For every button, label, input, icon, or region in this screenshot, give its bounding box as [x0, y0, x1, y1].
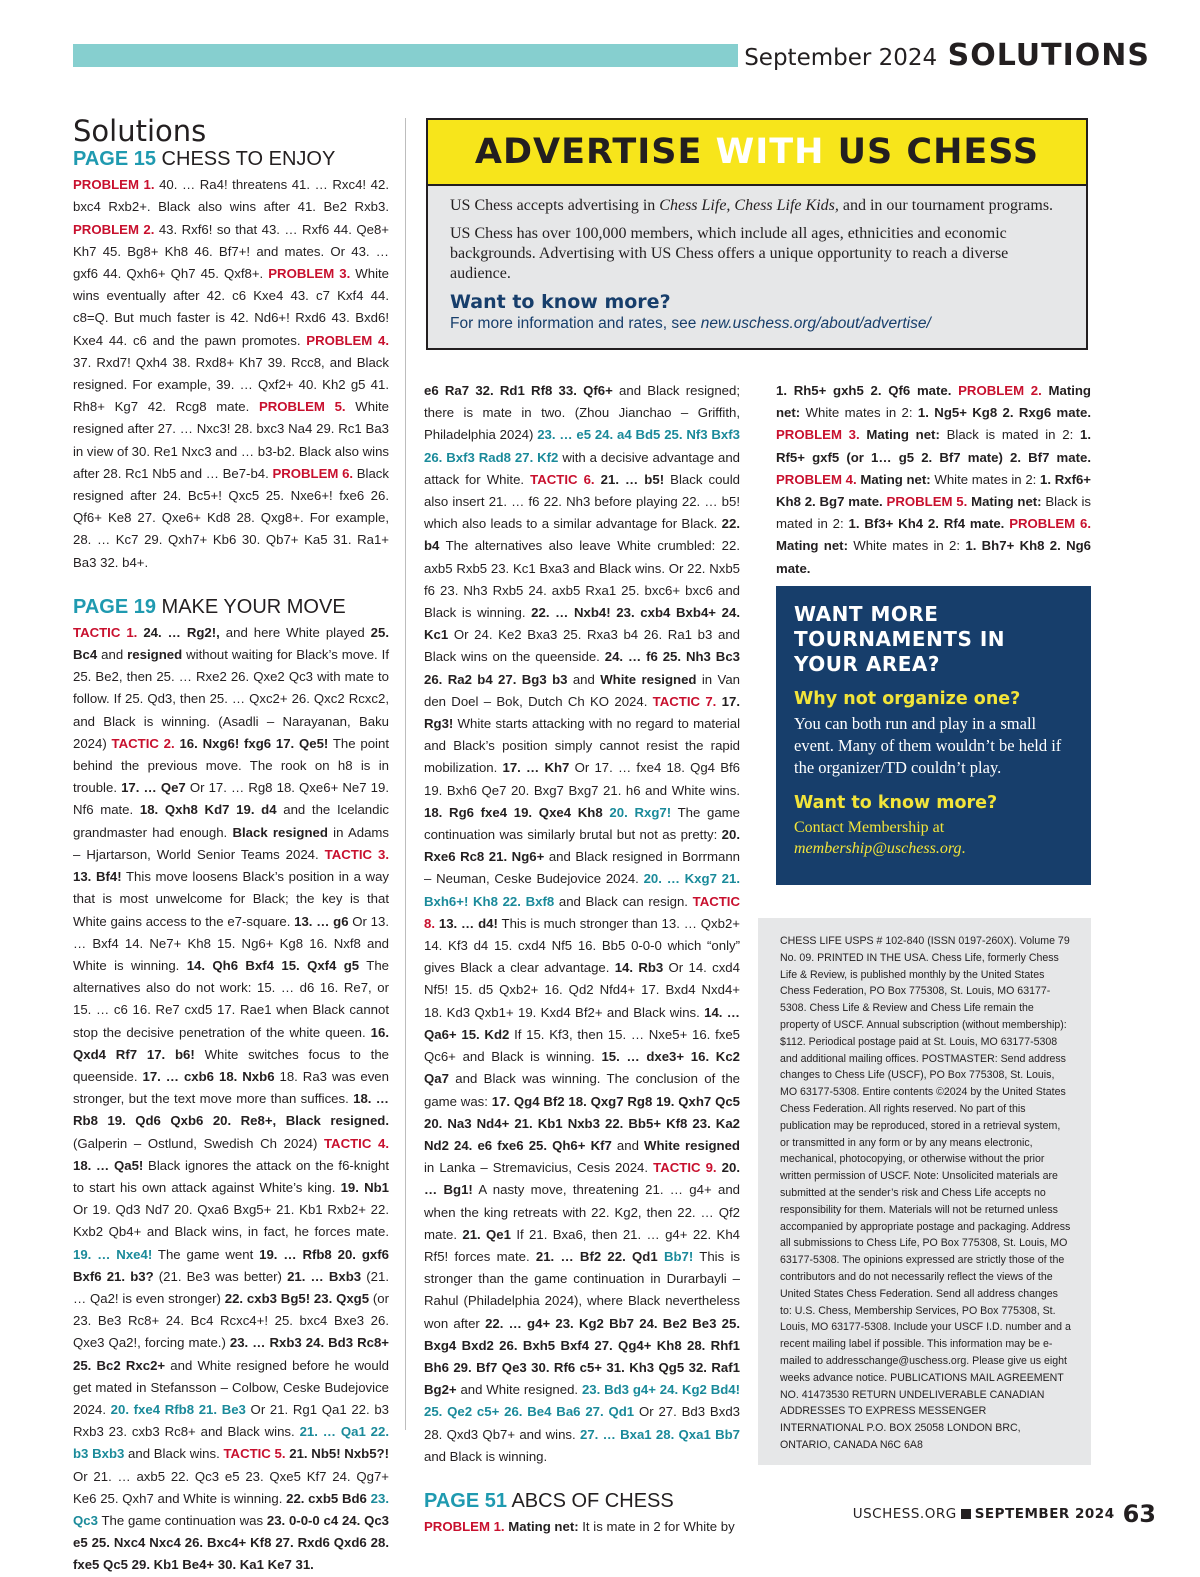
publication-statement: CHESS LIFE USPS # 102-840 (ISSN 0197-260X). Volume 79 No. 09. PRINTED IN THE USA. Chess Life, formerly Chess Life & Review, is published monthly by the United States Chess Federation, PO Box 775308, St. Louis, MO 63177-5308. Chess Life & Review and Chess Life remain the property of USCF. Annual subscription (without membership): $112. Periodical postage paid at St. Louis, MO 63177-5308 and additional mailing offices. POSTMASTER: Send address changes to Chess Life (USCF), PO Box 775308, St. Louis, MO 63177-5308. Entire contents ©2024 by the United States Chess Federation. All rights reserved. No part of this publication may be reproduced, stored in a retrieval system, or transmitted in any form or by any means electronic, mechanical, photocopying, or otherwise without the prior written permission of USCF. Note: Unsolicited materials are submitted at the sender’s risk and Chess Life accepts no responsibility for them. Materials will not be returned unless accompanied by appropriate postage and packaging. Address all submissions to Chess Life, PO Box 775308, St. Louis, MO 63177-5308. The opinions expressed are strictly those of the contributors and do not necessarily reflect the views of the United States Chess Federation. Send all address changes to: U.S. Chess, Membership Services, PO Box 775308, St. Louis, MO 63177-5308. Include your USCF I.D. number and a recent mailing label if possible. This information may be e-mailed to addresschange@uschess.org. Please give us eight weeks advance notice. PUBLICATIONS MAIL AGREEMENT NO. 41473530 RETURN UNDELIVERABLE CANADIAN ADDRESSES TO EXPRESS MESSENGER INTERNATIONAL P.O. BOX 25058 LONDON BRC, ONTARIO, CANADA N6C 6A8 — [758, 918, 1091, 1465]
annotation-text: and Black wins. — [124, 1446, 224, 1462]
bold-move: White resigned — [644, 1137, 740, 1153]
page-19-solutions-cont — [424, 380, 740, 1468]
annotation-text: Or 17. … fxe4 18. Qg4 Bf6 19. Bxh6 Qe7 20. Bxg7 Bxg7 21. h6 and White wins. — [424, 760, 740, 798]
annotation-text: with a decisive advantage and attack for White. — [424, 449, 740, 487]
problem-label: TACTIC 3. — [324, 846, 390, 862]
annotation-text: 43. Rxf6! so that 43. … Rxf6 44. Qe8+ Kh7 45. Bg8+ Kh8 46. Bf7+! and mates. Or 43. … gxf6 44. Qxh6+ Qh7 45. Qxf8+. — [73, 221, 390, 282]
annotation-text: Black ignores the attack on the f6-knight to start his own attack against White’s king. — [73, 1157, 389, 1195]
annotation-text: and — [97, 647, 128, 663]
problem-label: PROBLEM 4. — [776, 471, 857, 487]
annotation-text: (21. … Qa2! is even stronger) — [73, 1268, 389, 1306]
page-15-heading — [73, 146, 389, 172]
page-footer — [853, 1500, 1156, 1528]
annotation-text: It is mate in 2 for White by — [578, 1518, 735, 1534]
advertise-know-more: Want to know more? — [450, 291, 671, 313]
annotation-text: Or 14. cxd4 Nf5! 15. d5 Qxb2+ 16. Qd2 Nfd4+ 17. Bxd4 Nxd4+ 18. Kd3 Qxb1+ 19. Kxd4 Bf2+ and Black wins. — [424, 960, 740, 1020]
bold-move: 1. Bf3+ Kh4 2. Rf4 mate. — [848, 516, 1010, 532]
annotation-text: The game continuation was similarly brutal but not as pretty: — [424, 804, 741, 843]
header-month: September 2024 — [744, 45, 938, 71]
annotation-text: The game continuation was — [97, 1512, 267, 1528]
advertise-title-with: WITH — [715, 132, 825, 172]
problem-label: PROBLEM 3. — [268, 266, 351, 282]
annotation-text: and White resigned before he would get mated in Stefansson – Colbow, Ceske Budejovice 2024. — [73, 1357, 389, 1417]
advertise-intro — [450, 196, 1066, 216]
highlighted-move: 27. … Bxa1 28. Qxa1 Bb7 — [579, 1426, 740, 1442]
annotation-text: White wins eventually after 42. c6 Kxe4 43. c7 Kxf4 44. c8=Q. But much faster is 42. Nd6+! Rxd6 43. Bxd6! Kxe4 44. c6 and the pawn promotes. — [73, 266, 389, 348]
page-15-title: CHESS TO ENJOY — [156, 148, 336, 171]
page-51-title: ABCS OF CHESS — [507, 1489, 674, 1512]
highlighted-move: Bb7! — [663, 1248, 694, 1264]
highlighted-move: 19. … Nxe4! — [73, 1246, 153, 1262]
bold-move: Mating net: — [504, 1518, 579, 1534]
page-51-solutions — [424, 1516, 740, 1538]
problem-label: PROBLEM 6. — [1009, 516, 1092, 532]
problem-label: TACTIC 6. — [530, 471, 595, 487]
advertise-title — [428, 120, 1086, 186]
annotation-text: and — [611, 1137, 645, 1153]
page-19-number: PAGE 19 — [73, 595, 156, 618]
problem-label: PROBLEM 5. — [886, 494, 968, 510]
annotation-text: Or 21. Rg1 Qa1 22. b3 Rxb3 23. cxb3 Rc8+ and Black wins. — [73, 1401, 389, 1440]
bold-move: 20. Rxe6 Rc8 21. Ng6+ — [424, 827, 740, 865]
annotation-text: and here White played — [219, 624, 371, 640]
annotation-text: The alternatives also do not work: 15. … d6 16. Re7, or 15. … c6 16. Re7 cxd5 17. Rae1 when Black cannot stop the decisive penetration of the white queen. — [73, 957, 389, 1040]
highlighted-move: 20. fxe4 Rfb8 21. Be3 — [110, 1401, 246, 1417]
highlighted-move: 20. … Kxg7 21. Bxh6+! Kh8 22. Bxf8 — [424, 871, 741, 909]
annotation-text: 40. … Ra4! threatens 41. … Rxc4! 42. bxc4 Rxb2+. Black also wins after 41. Be2 Rxb3. — [73, 177, 389, 215]
problem-label: TACTIC 8. — [424, 893, 740, 931]
problem-label: TACTIC 2. — [111, 735, 175, 751]
annotation-text: White mates in 2: — [930, 471, 1041, 487]
bold-move: e6 Ra7 32. Rd1 Rf8 33. Qf6+ — [424, 383, 613, 398]
annotation-text: This is much stronger than 13. … Qxb2+ 14. Kf3 d4 15. cxd4 Nf5 16. Bb5 0-0-0 which “only” gives Black a clear advantage. — [424, 915, 741, 976]
highlighted-move: 23. Qc3 — [73, 1490, 389, 1528]
bold-move: Mating net: — [859, 427, 940, 443]
annotation-text: without waiting for Black’s move. If 25. Be2, then 25. … Rxe2 26. Qxe2 Qc3 with mate to follow. If 25. Qd3, then 25. … Qxc2+ 26. Qxc2 Rcxc2, and Black is winning. (Asadli – Narayanan, Baku 2024) — [73, 647, 389, 751]
advertise-link[interactable]: new.uschess.org/about/advertise/ — [700, 315, 931, 332]
annotation-text: 37. Rxd7! Qxh4 38. Rxd8+ Kh7 39. Rcc8, and Black resigned. For example, 39. … Qxf2+ 40. Kh2 g5 41. Rh8+ Kg7 42. Rcg8 mate. — [73, 354, 389, 415]
advertise-more-info — [450, 314, 1066, 334]
annotation-text: and Black was winning. The conclusion of the game was: — [424, 1071, 740, 1109]
annotation-text: White switches focus to the queenside. — [73, 1046, 389, 1084]
bold-move: 24. … f6 25. Nh3 Bc3 26. Ra2 b4 27. Bg3 b3 — [424, 649, 740, 687]
annotation-text: Black is mated in 2: — [939, 427, 1080, 443]
annotation-text: Black could also insert 21. … f6 22. Nh3 before playing 22. … b5! which also leads to a similar advantage for Black. — [424, 471, 740, 532]
bold-move: 25. Bc4 — [73, 624, 390, 663]
page-51-solutions-cont — [776, 380, 1091, 580]
highlighted-move: 23. … e5 24. a4 Bd5 25. Nf3 Bxf3 26. Bxf3 Rad8 27. Kf2 — [424, 427, 740, 465]
footer-site: USCHESS.ORG — [852, 1506, 957, 1522]
bold-move: 1. Ng5+ Kg8 2. Rxg6 mate. — [917, 405, 1091, 421]
bold-move: 1. Rf5+ gxf5 (or 1… g5 2. Bf7 mate) 2. Bf7 mate. — [776, 427, 1091, 465]
bold-move: 21. … Bxb3 — [287, 1268, 362, 1284]
bold-move: 19. … Rfb8 20. gxf6 Bxf6 21. b3? — [73, 1246, 389, 1284]
header-accent-bar — [73, 44, 738, 67]
problem-label: TACTIC 5. — [223, 1446, 286, 1462]
bold-move: 18. … Qa5! — [73, 1157, 144, 1173]
bold-move: 13. … d4! — [435, 915, 498, 931]
bold-move: White resigned — [600, 671, 697, 687]
annotation-text: This is stronger than the game continuation in Durarbayli – Rahul (Philadelphia 2024), where Black nevertheless won after — [424, 1248, 740, 1331]
advertise-intro-b: and in our tournament programs. — [838, 197, 1054, 214]
annotation-text: White starts attacking with no regard to material and Black’s position simply cannot resist the rapid mobilization. — [424, 716, 740, 776]
annotation-text: The point behind the previous move. The rook on h8 is in trouble. — [73, 735, 389, 796]
bold-move: 14. Rb3 — [614, 960, 664, 976]
bold-move: 18. Qxh8 Kd7 19. d4 — [139, 802, 277, 818]
annotation-text: Black resigned after 24. Bc5+! Qxc5 25. Nxe6+! fxe6 26. Qf6+ Ke8 27. Qxe6+ Kd8 28. Qxg8+. For example, 28. … Kc7 29. Qxh7+ Kb6 30. Qb7+ Ka5 31. Ra1+ Ba3 32. b4+. — [73, 465, 389, 570]
tournaments-title: WANT MORE TOURNAMENTS IN YOUR AREA? — [794, 602, 1005, 676]
annotation-text: (or 23. Be3 Rc8+ 24. Bc4 Rcxc4+! 25. bxc4 Bxe3 26. Qxe3 Qa2!, forcing mate.) — [73, 1290, 389, 1351]
annotation-text: Or 13. … Bxf4 14. Ne7+ Kh8 15. Ng6+ Kg8 16. Nxf8 and White is winning. — [73, 913, 390, 973]
solutions-column-2 — [424, 380, 740, 1538]
bold-move: 23. … Rxb3 24. Bd3 Rc8+ 25. Bc2 Rxc2+ — [73, 1335, 389, 1373]
membership-email-link[interactable]: membership@uschess.org — [794, 840, 962, 857]
bold-move: 17. … Kh7 — [502, 760, 570, 776]
problem-label: PROBLEM 2. — [73, 221, 155, 237]
tournaments-body: You can both run and play in a small event. Many of them wouldn’t be held if the organizer/TD couldn’t play. — [794, 714, 1062, 777]
annotation-text: White mates in 2: — [847, 538, 966, 554]
highlighted-move: 23. Bd3 g4+ 24. Kg2 Bd4! 25. Qe2 c5+ 26. Be4 Ba6 27. Qd1 — [424, 1382, 740, 1420]
tournaments-know-more: Want to know more? — [794, 793, 998, 813]
annotation-text: This move loosens Black’s position in a way that is most unwelcome for Black; the key is that White gains access to the e7-square. — [73, 869, 390, 929]
bold-move: 20. … Bg1! — [424, 1160, 741, 1198]
annotation-text: in Adams – Hjartarson, World Senior Teams 2024. — [73, 824, 389, 862]
bold-move: Black resigned — [232, 824, 328, 840]
problem-label: PROBLEM 6. — [272, 465, 354, 481]
bold-move: 19. Nb1 — [340, 1179, 389, 1195]
annotation-text: White mates in 2: — [800, 405, 918, 421]
problem-label: PROBLEM 4. — [306, 332, 389, 348]
bold-move: 1. Bh7+ Kh8 2. Ng6 mate. — [776, 538, 1092, 576]
solutions-heading: Solutions — [73, 114, 207, 148]
annotation-text: Or 21. … axb5 22. Qc3 e5 23. Qxe5 Kf7 24. Qg7+ Ke6 25. Qxh7 and White is winning. — [73, 1468, 389, 1506]
page-51-number: PAGE 51 — [424, 1489, 507, 1512]
advertise-publications: Chess Life, Chess Life Kids, — [659, 197, 839, 214]
annotation-text: and Black can resign. — [554, 893, 693, 909]
bold-move: 22. cxb5 Bd6 — [286, 1490, 367, 1506]
problem-label: PROBLEM 3. — [776, 427, 860, 443]
advertise-title-c: US CHESS — [824, 132, 1040, 172]
page-15-solutions — [73, 174, 389, 574]
problem-label: PROBLEM 1. — [73, 177, 155, 193]
annotation-text: The game went — [152, 1246, 260, 1262]
footer-month: SEPTEMBER 2024 — [974, 1506, 1115, 1522]
problem-label: PROBLEM 2. — [958, 383, 1042, 398]
bold-move: 18. Rg6 fxe4 19. Qxe4 Kh8 — [424, 804, 603, 820]
tournaments-contact-label: Contact Membership at — [794, 819, 945, 836]
annotation-text: and Black resigned in Borrmann – Neuman, Ceske Budejovice 2024. — [424, 849, 740, 887]
problem-label: PROBLEM 5. — [258, 399, 346, 415]
tournaments-contact — [794, 817, 1073, 859]
bold-move: 22. … g4+ 23. Kg2 Bb7 24. Be2 Be3 25. Bxg4 Bxd2 26. Bxh5 Bxf4 27. Qg4+ Kh8 28. Rhf1 Bh6 29. Bf7 Qe3 30. Rf6 c5+ 31. Kh3 Qg5 32. Raf1 Bg2+ — [424, 1315, 740, 1398]
bold-move: 1. Rxf6+ Kh8 2. Bg7 mate. — [776, 471, 1092, 510]
problem-label: TACTIC 7. — [652, 693, 717, 709]
bold-move: 21. … b5! — [594, 471, 665, 487]
annotation-text: in Van den Doel – Bok, Dutch Ch KO 2024. — [424, 671, 740, 709]
annotation-text: If 15. Kf3, then 15. … Nxe5+ 16. fxe5 Qc6+ and Black is winning. — [424, 1026, 740, 1065]
annotation-text: and — [567, 671, 601, 687]
advertise-intro-a: US Chess accepts advertising in — [450, 197, 660, 214]
advertise-more-text: For more information and rates, see — [450, 315, 701, 332]
bold-move: 16. Qxd4 Rf7 17. b6! — [73, 1024, 389, 1062]
bold-move: 13. Bf4! — [73, 869, 122, 885]
bold-move: Mating net: — [776, 538, 848, 554]
bold-move: 22. cxb3 Bg5! 23. Qxg5 — [224, 1290, 370, 1306]
tournaments-box — [776, 586, 1091, 885]
bold-move: 13. … g6 — [294, 913, 349, 929]
page-19-solutions — [73, 622, 389, 1577]
annotation-text: and the Icelandic grandmaster had enough. — [73, 802, 389, 840]
advertise-title-a: ADVERTISE — [474, 132, 716, 172]
page-19-heading — [73, 594, 389, 620]
bold-move: Mating net: — [967, 494, 1042, 510]
annotation-text: and Black resigned; there is mate in two. (Zhou Jianchao – Griffith, Philadelphia 2024) — [424, 383, 741, 443]
annotation-text: A nasty move, threatening 21. … g4+ and when the king retreats with 22. Kg2, then 22. … Qf2 mate. — [424, 1182, 740, 1242]
annotation-text: (21. Be3 was better) — [153, 1268, 288, 1284]
bold-move: 16. Nxg6! fxg6 17. Qe5! — [174, 735, 329, 751]
annotation-text: and White resigned. — [456, 1382, 582, 1398]
bold-move: 17. … cxb6 18. Nxb6 — [142, 1068, 275, 1084]
annotation-text: Or 27. Bd3 Bxd3 28. Qxd3 Qb7+ and wins. — [424, 1404, 740, 1442]
bold-move: 23. 0-0-0 c4 24. Qc3 e5 25. Nxc4 Nxc4 26. Bxc4+ Kf8 27. Rxd6 Qxd6 28. fxe5 Qc5 29. Kb1 Be4+ 30. Ka1 Ke7 31. — [73, 1512, 389, 1573]
header-section: SOLUTIONS — [947, 38, 1150, 73]
annotation-text: in Lanka – Stremavicius, Cesis 2024. — [424, 1160, 654, 1176]
problem-label: PROBLEM 1. — [424, 1518, 505, 1534]
tournaments-question: Why not organize one? — [794, 689, 1021, 709]
bold-move: 18. … Rb8 19. Qd6 Qxb6 20. Re8+, Black resigned. — [73, 1091, 389, 1129]
annotation-text: Black is mated in 2: — [776, 494, 1091, 532]
page-51-heading — [424, 1488, 740, 1514]
bold-move: 14. … Qa6+ 15. Kd2 — [424, 1004, 740, 1042]
bold-move: 21. … Bf2 22. Qd1 — [535, 1248, 658, 1264]
column-divider — [405, 118, 406, 1430]
problem-label: TACTIC 4. — [323, 1135, 389, 1151]
problem-label: TACTIC 1. — [73, 624, 138, 640]
problem-label: TACTIC 9. — [653, 1160, 717, 1176]
bold-move: 21. Qe1 — [462, 1226, 511, 1242]
page-15-number: PAGE 15 — [73, 148, 156, 171]
page-header — [744, 38, 1150, 73]
solutions-column-1 — [73, 114, 390, 1577]
bold-move: 14. Qh6 Bxf4 15. Qxf4 g5 — [186, 957, 360, 973]
bold-move: 21. Nb5! Nxb5?! — [285, 1446, 389, 1462]
bold-move: 24. … Rg2!, — [137, 624, 220, 640]
bold-move: 1. Rh5+ gxh5 2. Qf6 mate. — [776, 383, 959, 398]
bold-move: 22. b4 — [424, 516, 740, 554]
bold-move: Mating net: — [776, 383, 1091, 421]
highlighted-move: 20. Rxg7! — [609, 804, 672, 820]
solutions-column-3 — [776, 380, 1091, 580]
annotation-text: (Galperin – Ostlund, Swedish Ch 2024) — [73, 1135, 324, 1151]
annotation-text: The alternatives also leave White crumbled: 22. axb5 Rxb5 23. Kc1 Bxa3 and Black wins. Or 22. Nxb5 f6 23. Nh3 Rxb5 24. axb5 Rxa1 25. bxc6+ bxc6 and Black is winning. — [424, 538, 740, 621]
bold-move: 22. … Nxb4! 23. cxb4 Bxb4+ 24. Kc1 — [424, 605, 740, 643]
annotation-text: Or 17. … Rg8 18. Qxe6+ Ne7 19. Nf6 mate. — [73, 780, 389, 818]
page-number: 63 — [1122, 1500, 1156, 1528]
bold-move: 15. … dxe3+ 16. Kc2 Qa7 — [424, 1049, 740, 1087]
bold-move: 17. Qg4 Bf2 18. Qxg7 Rg8 19. Qxh7 Qc5 20. Na3 Nd4+ 21. Kb1 Nxb3 22. Bb5+ Kf8 23. Ka2 Nd2 24. e6 fxe6 25. Qh6+ Kf7 — [424, 1093, 740, 1153]
tournaments-contact-dot: . — [961, 840, 966, 857]
bold-move: 17. … Qe7 — [121, 780, 186, 796]
annotation-text: and Black is winning. — [424, 1448, 548, 1464]
bold-move: resigned — [127, 647, 183, 663]
page-19-title: MAKE YOUR MOVE — [156, 595, 346, 618]
annotation-text: Or 24. Ke2 Bxa3 25. Rxa3 b4 26. Ra1 b3 and Black wins on the queenside. — [424, 627, 740, 665]
advertise-box — [426, 118, 1088, 350]
highlighted-move: 21. … Qa1 22. b3 Bxb3 — [73, 1424, 389, 1462]
bold-move: 17. Rg3! — [424, 693, 740, 732]
annotation-text: Or 19. Qd3 Nd7 20. Qxa6 Bxg5+ 21. Kb1 Rxb2+ 22. Kxb2 Qb4+ and Black wins, in fact, he forces mate. — [73, 1202, 389, 1240]
annotation-text: White resigned after 27. … Nxc3! 28. bxc3 Na4 29. Rc1 Ba3 in view of 30. Re1 Nxc3 and … b3-b2. Black also wins after 28. Rc1 Nb5 and … Be7-b4. — [73, 399, 390, 481]
advertise-members: US Chess has over 100,000 members, which include all ages, ethnicities and economic backgrounds. Advertising with US Chess offers a unique opportunity to reach a diverse audience. — [450, 225, 1009, 282]
annotation-text: 18. Ra3 was even stronger, but the text move more than suffices. — [73, 1068, 389, 1107]
annotation-text: If 21. Bxa6, then 21. … g4+ 22. Kh4 Rf5! forces mate. — [424, 1226, 740, 1264]
bold-move: Mating net: — [856, 471, 931, 487]
footer-square-icon — [961, 1509, 971, 1519]
